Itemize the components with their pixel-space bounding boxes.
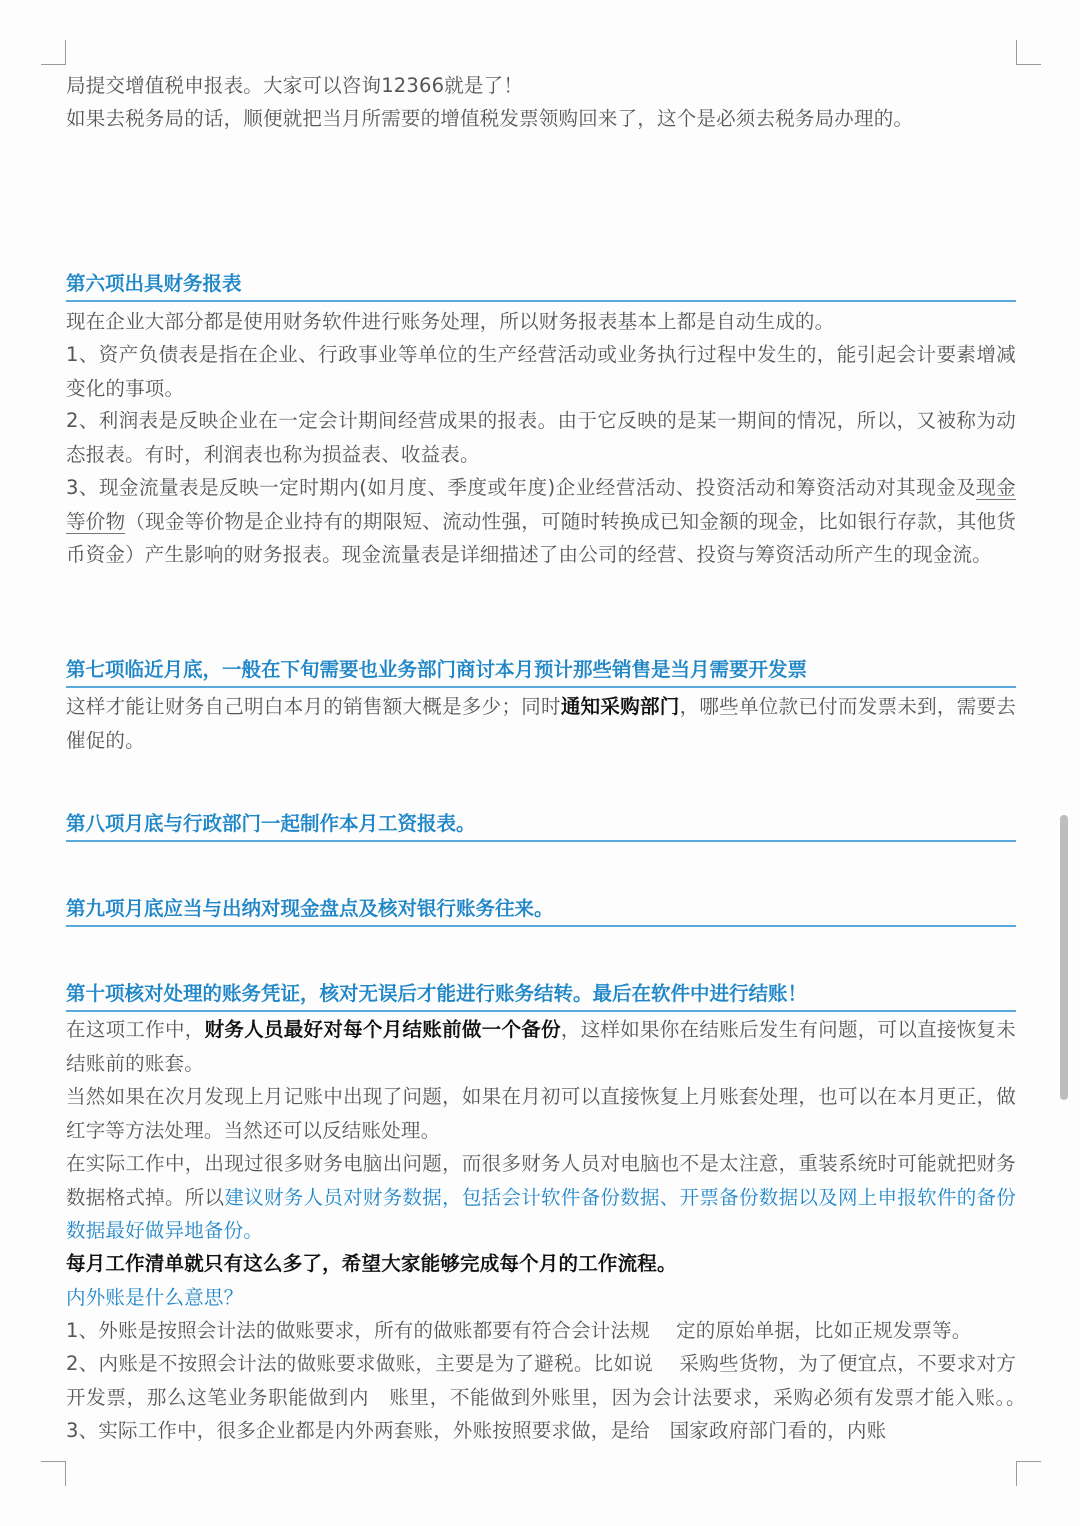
sec10-p1-text-a: 在这项工作中， (66, 1018, 205, 1041)
inner-outer-item-2: 2、内账是不按照会计法的做账要求做账，主要是为了避税。比如说 采购些货物，为了便宜点，不要求对方开发票，那么这笔业务职能做到内 账里，不能做到外账里，因为会计法要求，采购必须有发票才能入账。。 3、实际工作中，很多企业都是内外两套账，外账按照要求做，是给 国家政府部门看的，内账 (66, 1352, 1036, 1442)
sec6-item-2: 2、利润表是反映企业在一定会计期间经营成果的报表。由于它反映的是某一期间的情况，所以，又被称为动态报表。有时，利润表也称为损益表、收益表。 (66, 409, 1016, 466)
section-heading-8: 第八项月底与行政部门一起制作本月工资报表。 (66, 810, 1016, 842)
sec6-item-3-text-b: （现金等价物是企业持有的期限短、流动性强，可随时转换成已知金额的现金，比如银行存款，其他货币资金）产生影响的财务报表。现金流量表是详细描述了由公司的经营、投资与筹资活动所产生的现金流。 (66, 509, 1016, 566)
monthly-summary: 每月工作清单就只有这么多了，希望大家能够完成每个月的工作流程。 (66, 1252, 677, 1275)
sec10-p3-highlight: 建议财务人员对财务数据，包括会计软件备份数据、开票备份数据以及网上申报软件的备份数据最好做异地备份。 (66, 1185, 1016, 1242)
vertical-scrollbar[interactable] (1060, 815, 1068, 1100)
sec7-paragraph (66, 690, 1016, 757)
page-corner-mark-top-left (41, 40, 66, 65)
sec6-item-3-text-a: 3、现金流量表是反映一定时期内(如月度、季度或年度)企业经营活动、投资活动和筹资活动对其现金及 (66, 476, 977, 499)
page-corner-mark-top-right (1016, 40, 1041, 65)
sec10-paragraph-2: 当然如果在次月发现上月记账中出现了问题，如果在月初可以直接恢复上月账套处理，也可以在本月更正，做红字等方法处理。当然还可以反结账处理。 (66, 1085, 1016, 1142)
sec6-item-1: 1、资产负债表是指在企业、行政事业等单位的生产经营活动或业务执行过程中发生的，能引起会计要素增减变化的事项。 (66, 343, 1016, 400)
inner-outer-heading: 内外账是什么意思？ (66, 1286, 244, 1309)
section-heading-9: 第九项月底应当与出纳对现金盘点及核对银行账务往来。 (66, 895, 1016, 927)
sec10-p3-text-a: 在实际工作中，出现过很多财务电脑出问题，而很多财务人员对电脑也不是太注意，重装系统时可能就把财务数据格式掉。所以 (66, 1152, 1016, 1209)
page-corner-mark-bottom-left (41, 1461, 66, 1486)
sec10-paragraph-3 (66, 1147, 1016, 1248)
section-heading-7: 第七项临近月底，一般在下旬需要也业务部门商讨本月预计那些销售是当月需要开发票 (66, 656, 1016, 688)
section-heading-6: 第六项出具财务报表 (66, 270, 1016, 302)
sec7-bold-text: 通知采购部门 (560, 695, 680, 718)
sec7-text-a: 这样才能让财务自己明白本月的销售额大概是多少；同时 (66, 695, 561, 718)
sec6-intro: 现在企业大部分都是使用财务软件进行账务处理，所以财务报表基本上都是自动生成的。 (66, 310, 835, 333)
page-corner-mark-bottom-right (1016, 1461, 1041, 1486)
sec10-paragraph-1 (66, 1013, 1016, 1080)
sec10-p1-text-b: ，这样如果你在结账后发生有问题，可以直接恢复未结账前的账套。 (66, 1018, 1016, 1075)
paragraph-top-1: 局提交增值税申报表。大家可以咨询12366就是了！ (66, 74, 524, 97)
paragraph-top-2: 如果去税务局的话，顺便就把当月所需要的增值税发票领购回来了，这个是必须去税务局办理的。 (66, 107, 914, 130)
sec7-text-b: ，哪些单位款已付而发票未到，需要去催促的。 (66, 695, 1016, 752)
section-heading-10: 第十项核对处理的账务凭证，核对无误后才能进行账务结转。最后在软件中进行结账！ (66, 980, 1016, 1012)
sec6-item-3 (66, 471, 1016, 572)
cash-equivalent-link[interactable]: 现金等价物 (66, 476, 1016, 533)
inner-outer-item-1: 1、外账是按照会计法的做账要求，所有的做账都要有符合会计法规 定的原始单据，比如正规发票等。 (66, 1319, 972, 1342)
sec10-p1-bold-text: 财务人员最好对每个月结账前做一个备份 (204, 1018, 561, 1041)
